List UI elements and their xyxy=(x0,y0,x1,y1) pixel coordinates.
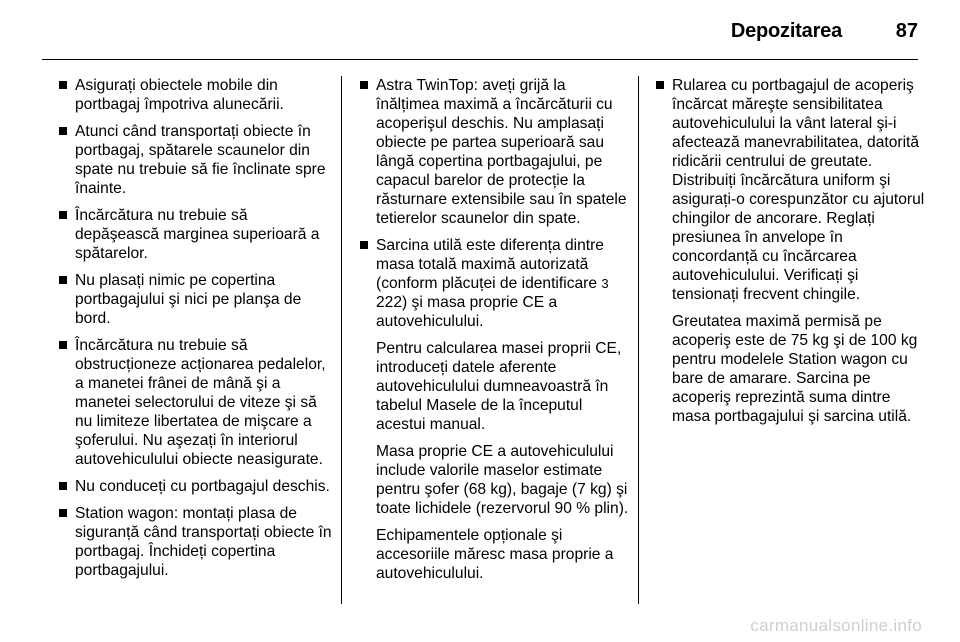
paragraph: Echipamentele opționale şi accesoriile măresc masa proprie a autovehiculului. xyxy=(376,527,614,582)
list-item-text: Atunci când transportați obiecte în portbagaj, spătarele scaunelor din spate nu trebuie să fie înclinate spre înainte. xyxy=(75,123,326,197)
list-item xyxy=(57,76,332,114)
column-middle xyxy=(358,76,633,591)
paragraph: Greutatea maximă permisă pe acoperiş este de 75 kg şi de 100 kg pentru modelele Station wagon cu bare de amarare. Sarcina pe acoperiş reprezintă suma dintre masa portbagajului şi sarcina utilă. xyxy=(672,313,918,425)
paragraph: Masa proprie CE a autovehiculului include valorile maselor estimate pentru şofer (68 kg), bagaje (7 kg) şi toate lichidele (rezervorul 90 % plin). xyxy=(376,443,629,517)
list-item xyxy=(57,504,332,580)
list-item xyxy=(57,271,332,328)
bullet-icon xyxy=(59,211,67,219)
page-reference-arrow-icon: 3 xyxy=(601,276,609,291)
column-right xyxy=(654,76,929,434)
column-divider xyxy=(638,76,639,604)
bullet-icon xyxy=(59,482,67,490)
list-item-text-part: Sarcina utilă este diferența dintre masa totală maximă autorizată (conform plăcuței de identificare xyxy=(376,237,604,292)
list-item-text: Nu conduceți cu portbagajul deschis. xyxy=(75,478,330,495)
list-item-text-part: ) şi masa proprie CE a autovehiculului. xyxy=(376,294,558,330)
list-item xyxy=(358,76,633,228)
list-item xyxy=(358,236,633,583)
list-item-text: Rularea cu portbagajul de acoperiş încărcat măreşte sensibilitatea autovehiculului la vânt lateral şi-i afectează manevrabilitatea, datorită ridicării centrului de greutate. Distribuiți încărcătura uniform şi asigurați-o corespunzător cu ajutorul chingilor de ancorare. Reglați presiunea în anvelope în concordanță cu încărcarea autovehiculului. Verificați şi tensionați frecvent chingile. xyxy=(672,77,925,303)
bullet-icon xyxy=(59,341,67,349)
page-title: Depozitarea xyxy=(730,20,842,42)
list-item-text: Încărcătura nu trebuie să depăşească marginea superioară a spătarelor. xyxy=(75,207,320,262)
list-item xyxy=(654,76,929,426)
paragraph: Pentru calcularea masei proprii CE, introduceți datele aferente autovehiculului dumneavoastră în tabelul Masele de la începutul acestui manual. xyxy=(376,340,622,433)
header-rule xyxy=(42,59,918,60)
bullet-icon xyxy=(59,276,67,284)
bullet-icon xyxy=(59,509,67,517)
list-item-text: Station wagon: montați plasa de siguranță când transportați obiecte în portbagaj. Închideți copertina portbagajului. xyxy=(75,505,332,579)
column-left xyxy=(57,76,332,588)
list-item-text xyxy=(376,236,633,331)
bullet-icon xyxy=(656,81,664,89)
list-item-text: Încărcătura nu trebuie să obstrucționeze acționarea pedalelor, a manetei frânei de mână şi a manetei selectorului de viteze şi să nu limiteze libertatea de mişcare a şoferului. Nu aşezați în interiorul autovehiculului obiecte neasigurate. xyxy=(75,337,326,468)
list-item xyxy=(57,206,332,263)
list-item xyxy=(57,477,332,496)
list-item-text: Asigurați obiectele mobile din portbagaj împotriva alunecării. xyxy=(75,77,284,113)
bullet-icon xyxy=(360,241,368,249)
list-item-text: Nu plasați nimic pe copertina portbagajului şi nici pe planşa de bord. xyxy=(75,272,302,327)
page-header xyxy=(0,0,960,60)
bullet-icon xyxy=(360,81,368,89)
page-reference-link[interactable]: 222 xyxy=(376,294,403,311)
list-item-text: Astra TwinTop: aveți grijă la înălțimea maximă a încărcăturii cu acoperişul deschis. Nu amplasați obiecte pe partea superioară sau lângă copertina portbagajului, pe capacul barelor de protecție la răsturnare extensibile sau în spatele tetierelor scaunelor din spate. xyxy=(376,77,627,227)
bullet-icon xyxy=(59,81,67,89)
bullet-icon xyxy=(59,127,67,135)
watermark: carmanualsonline.info xyxy=(750,616,922,635)
list-item xyxy=(57,336,332,469)
page-number: 87 xyxy=(895,20,918,42)
list-item xyxy=(57,122,332,198)
column-divider xyxy=(341,76,342,604)
